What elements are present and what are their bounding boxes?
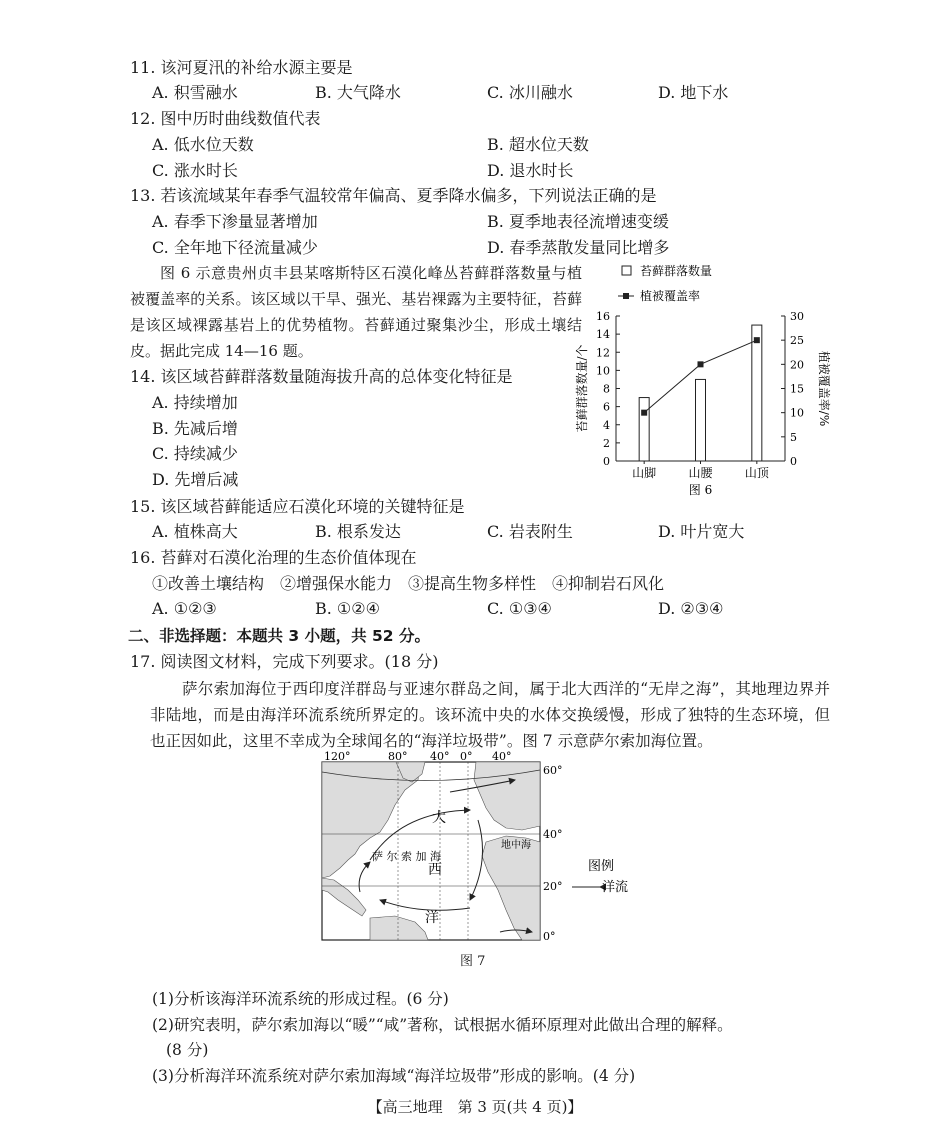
y2-tick-label: 25 [790, 334, 804, 348]
legend-bar-swatch [622, 266, 631, 275]
q16-option-a: A. ①②③ [152, 599, 217, 618]
q15-option-c: C. 岩表附生 [487, 522, 573, 541]
q11-option-b: B. 大气降水 [315, 83, 401, 102]
q13-option-a: A. 春季下渗量显著增加 [152, 212, 318, 231]
q13-option-d: D. 春季蒸散发量同比增多 [487, 238, 670, 257]
page-footer: 【高三地理 第 3 页(共 4 页)】 [367, 1098, 583, 1116]
y-tick-label: 16 [596, 310, 610, 323]
q14-stem: 14. 该区域苔藓群落数量随海拔升高的总体变化特征是 [130, 367, 513, 386]
map-label-sargasso: 萨 尔 索 加 海 [372, 850, 441, 863]
map-label-xi: 西 [428, 862, 442, 878]
q17-stem: 17. 阅读图文材料，完成下列要求。(18 分) [130, 652, 439, 671]
y2-tick-label: 30 [790, 310, 804, 323]
y-tick-label: 14 [596, 328, 610, 342]
q15-option-b: B. 根系发达 [315, 522, 401, 541]
q11-option-d: D. 地下水 [658, 83, 729, 102]
y-tick-label: 10 [596, 364, 610, 378]
y-tick-label: 2 [603, 436, 610, 450]
y2-tick-label: 20 [790, 358, 804, 372]
map-label-da: 大 [432, 810, 446, 826]
q13-stem: 13. 若该流域某年春季气温较常年偏高、夏季降水偏多，下列说法正确的是 [130, 186, 657, 205]
x-tick-label: 山腰 [688, 466, 713, 480]
figure-6-chart [570, 258, 835, 498]
figure-7-caption: 图 7 [460, 954, 486, 969]
lon-label-40e: 40° [492, 750, 512, 763]
legend-line-label: 植被覆盖率 [640, 289, 701, 303]
q11-option-c: C. 冰川融水 [487, 83, 573, 102]
y-tick-label: 6 [603, 400, 610, 414]
q12-option-a: A. 低水位天数 [152, 135, 254, 154]
q16-option-d: D. ②③④ [658, 599, 724, 618]
q12-option-b: B. 超水位天数 [487, 135, 589, 154]
q13-option-b: B. 夏季地表径流增速变缓 [487, 212, 669, 231]
q11-option-a: A. 积雪融水 [152, 83, 238, 102]
y-tick-label: 4 [603, 418, 610, 432]
lat-label-20: 20° [543, 880, 563, 893]
q13-option-c: C. 全年地下径流量减少 [152, 238, 318, 257]
q14-option-a: A. 持续增加 [152, 393, 238, 412]
legend-bar-label: 苔藓群落数量 [640, 264, 713, 278]
bar-山脚 [639, 398, 649, 461]
lon-label-80: 80° [388, 750, 408, 763]
map-label-mediterranean: 地中海 [501, 840, 531, 851]
lat-label-60: 60° [543, 764, 563, 777]
q17-sub2: (2)研究表明，萨尔索加海以“暖”“咸”著称，试根据水循环原理对此做出合理的解释。 [152, 1016, 733, 1034]
section-2-heading: 二、非选择题：本题共 3 小题，共 52 分。 [128, 627, 430, 645]
q12-option-c: C. 涨水时长 [152, 161, 238, 180]
q16-choices: ①改善土壤结构 ②增强保水能力 ③提高生物多样性 ④抑制岩石风化 [152, 574, 665, 593]
lon-label-40w: 40° [430, 750, 450, 763]
q12-option-d: D. 退水时长 [487, 161, 574, 180]
y-tick-label: 8 [603, 382, 610, 396]
y2-tick-label: 10 [790, 406, 804, 420]
chart-title: 图 6 [688, 483, 713, 497]
q14-option-d: D. 先增后减 [152, 470, 239, 489]
coverage-point-山顶 [754, 337, 760, 343]
q14-option-c: C. 持续减少 [152, 444, 238, 463]
y2-axis-title: 植被覆盖率/% [817, 350, 831, 427]
q14-option-b: B. 先减后增 [152, 419, 238, 438]
bar-山顶 [752, 325, 762, 461]
q16-option-b: B. ①②④ [315, 599, 380, 618]
q17-material: 萨尔索加海位于西印度洋群岛与亚速尔群岛之间，属于北大西洋的“无岸之海”，其地理边界并非陆地，而是由海洋环流系统所界定的。该环流中央的水体交换缓慢，形成了独特的生态环境，但也正因如此，这里不幸成为全球闻名的“海洋垃圾带”。图 7 示意萨尔索加海位置。 [150, 680, 830, 750]
y-tick-label: 12 [596, 346, 610, 360]
q16-option-c: C. ①③④ [487, 599, 552, 618]
lon-label-120: 120° [324, 750, 351, 763]
map-label-yang: 洋 [425, 910, 439, 926]
legend-current-label: 洋流 [602, 880, 629, 895]
q16-stem: 16. 苔藓对石漠化治理的生态价值体现在 [130, 548, 417, 567]
y-tick-label: 0 [603, 455, 610, 468]
bar-山腰 [696, 379, 706, 461]
q15-stem: 15. 该区域苔藓能适应石漠化环境的关键特征是 [130, 497, 465, 516]
figure-7-map [300, 750, 645, 970]
y2-tick-label: 15 [790, 382, 804, 396]
q12-stem: 12. 图中历时曲线数值代表 [130, 109, 321, 128]
x-tick-label: 山顶 [744, 466, 769, 480]
coverage-point-山脚 [641, 410, 647, 416]
q11-stem: 11. 该河夏汛的补给水源主要是 [130, 58, 353, 77]
q17-sub2-score: (8 分) [166, 1041, 209, 1059]
intro-14-16: 图 6 示意贵州贞丰县某喀斯特区石漠化峰丛苔藓群落数量与植被覆盖率的关系。该区域以干旱、强光、基岩裸露为主要特征，苔藓是该区域裸露基岩上的优势植物。苔藓通过聚集沙尘，形成土壤结皮。据此完成 14—16 题。 [130, 264, 582, 360]
coverage-point-山腰 [698, 361, 704, 367]
q15-option-d: D. 叶片宽大 [658, 522, 745, 541]
y2-tick-label: 5 [790, 430, 797, 444]
q15-option-a: A. 植株高大 [152, 522, 238, 541]
lon-label-0: 0° [460, 750, 473, 763]
x-tick-label: 山脚 [632, 466, 657, 480]
y2-tick-label: 0 [790, 455, 797, 468]
q17-sub1: (1)分析该海洋环流系统的形成过程。(6 分) [152, 990, 449, 1008]
lat-label-40: 40° [543, 828, 563, 841]
legend-title: 图例 [588, 859, 615, 874]
q17-sub3: (3)分析海洋环流系统对萨尔索加海域“海洋垃圾带”形成的影响。(4 分) [152, 1067, 636, 1085]
lat-label-0: 0° [543, 930, 556, 943]
y-axis-title: 苔藓群落数量/个 [575, 344, 589, 433]
